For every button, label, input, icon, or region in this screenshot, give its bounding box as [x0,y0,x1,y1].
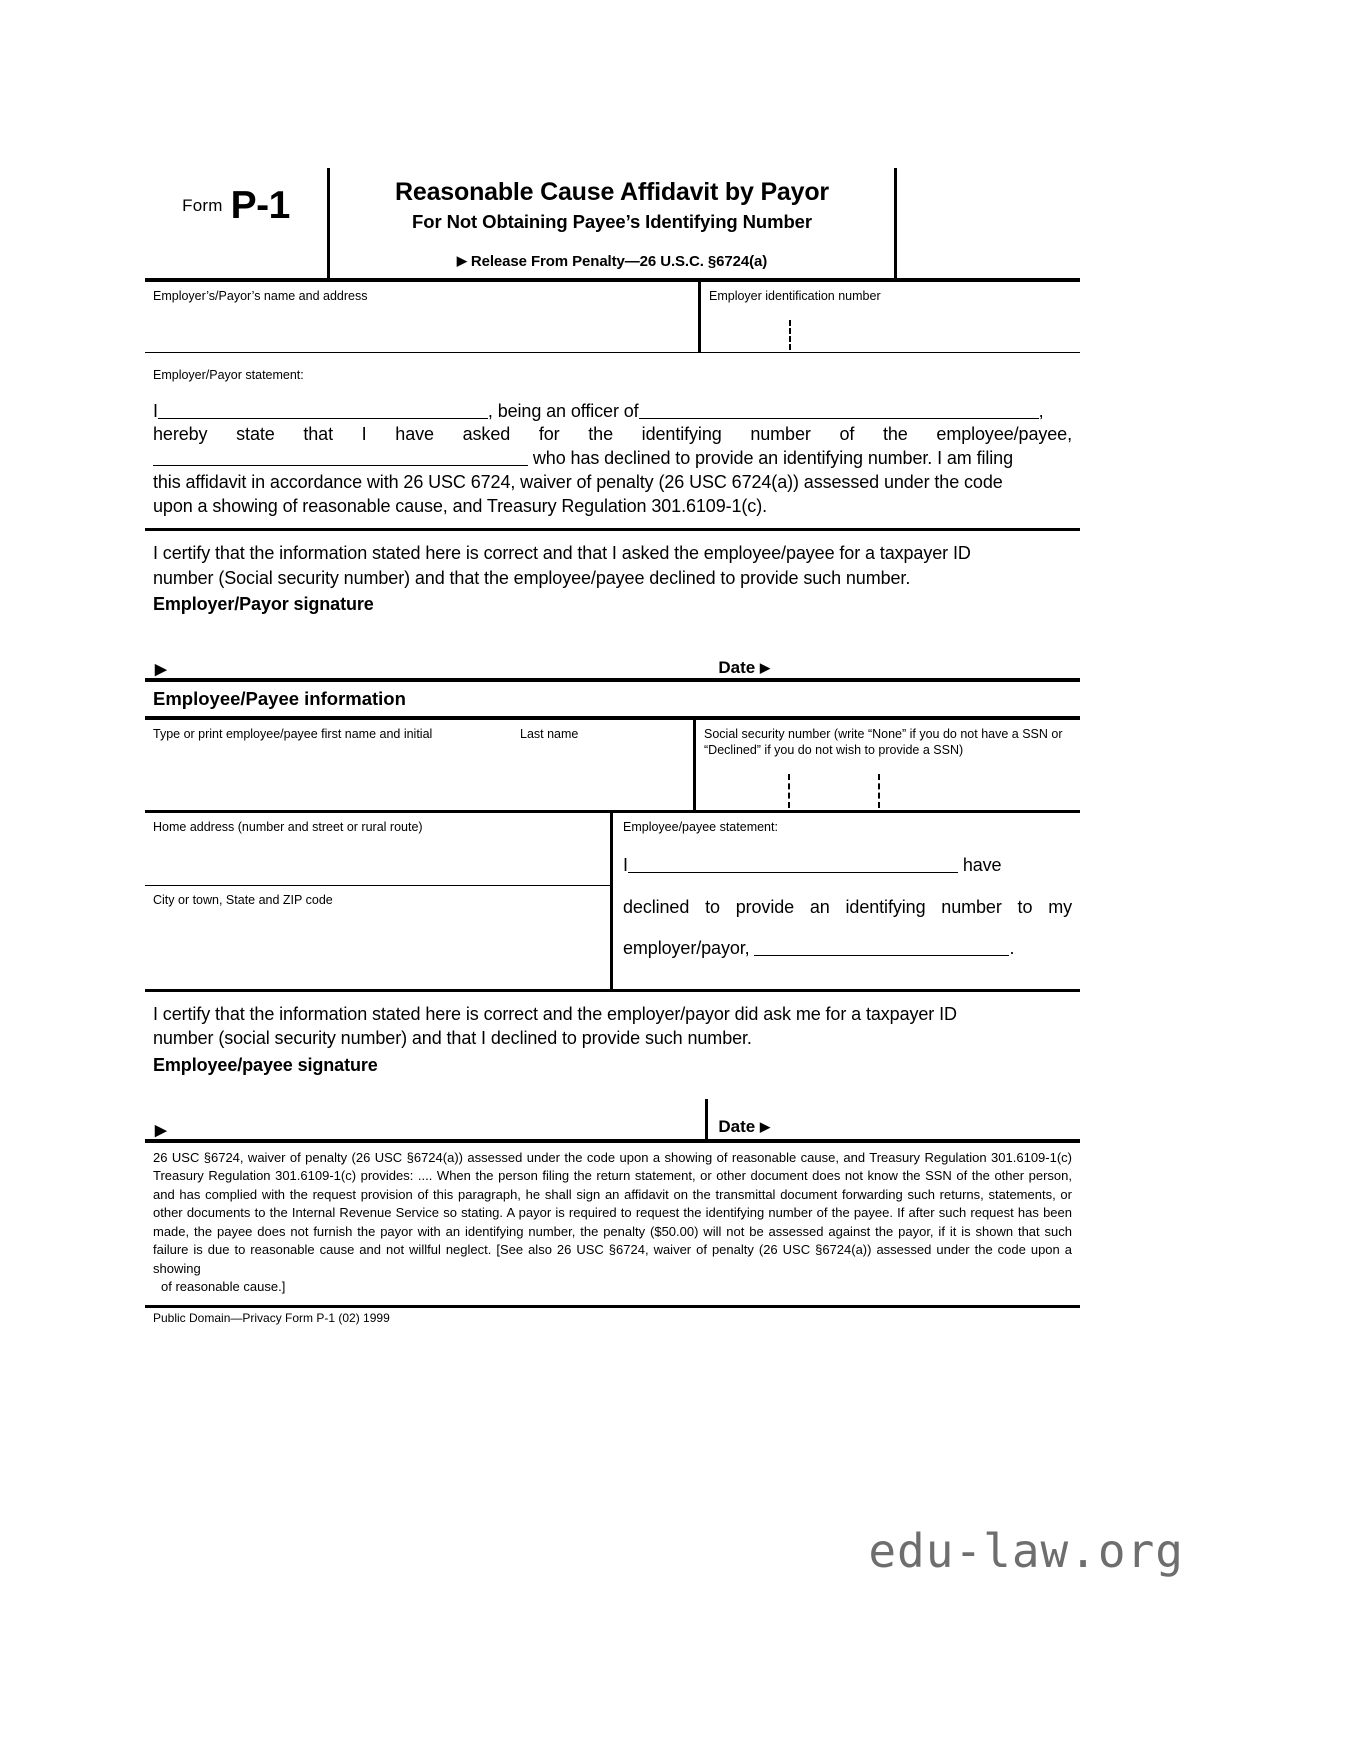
employer-statement-text [153,400,1072,519]
employee-ssn-field[interactable] [693,720,1080,810]
employer-signature-date-field[interactable] [718,658,1080,678]
employer-statement-line-3 [153,447,1072,471]
employee-statement-line-2: declined to provide an identifying number to my [623,896,1072,917]
employee-name-blank[interactable] [628,872,958,873]
employee-date-arrow-icon: ▶ [760,1119,770,1135]
footnote-last-line: of reasonable cause.] [161,1279,286,1295]
employer-signature-label: Employer/Payor signature [153,593,374,614]
employee-statement-line1-prefix: I [623,854,628,875]
form-release-line [330,253,894,270]
employee-section-heading: Employee/Payee information [153,688,406,710]
employee-city-state-zip-label: City or town, State and ZIP code [153,893,333,908]
employer-ein-label: Employer identification number [709,289,881,303]
employee-statement-heading: Employee/payee statement: [623,820,778,835]
employer-identity-row [145,282,1080,352]
form-identifier [145,160,327,274]
employee-city-state-zip-field[interactable] [145,885,610,963]
employee-payee-name-blank[interactable] [153,465,528,466]
employee-statement-line-1 [623,854,1072,878]
employer-certify-line-1: I certify that the information stated here is correct and that I asked the employee/payee for a taxpayer ID [153,543,971,564]
form-header [145,160,1080,278]
employee-first-name-field[interactable] [145,720,693,810]
employer-statement-line-1 [153,400,1072,424]
employer-statement-line-2: hereby state that I have asked for the identifying number of the employee/payee, [153,424,1072,445]
employee-ssn-label-line-1: Social security number (write “None” if you do not have a SSN or [704,727,1063,742]
employer-statement-line-4: this affidavit in accordance with 26 USC 6724, waiver of penalty (26 USC 6724(a)) assessed under the code [153,471,1003,492]
employee-statement-line3-prefix: employer/payor, [623,938,750,959]
form-number-label: P-1 [230,184,290,227]
employee-statement-line-3 [623,937,1072,961]
release-text: Release From Penalty—26 U.S.C. §6724(a) [470,253,768,270]
employee-certify-block [145,992,1080,1081]
employer-date-label: Date [718,658,756,678]
employee-name-row [145,720,1080,810]
employer-name-address-label: Employer’s/Payor’s name and address [153,289,368,303]
employer-date-arrow-icon: ▶ [760,660,770,676]
employee-statement-line1-suffix: have [962,854,1002,875]
form-subtitle: For Not Obtaining Payee’s Identifying Number [412,211,812,232]
employee-ssn-label [696,720,1080,758]
employee-home-address-field[interactable] [145,813,610,885]
employee-home-address-label: Home address (number and street or rural route) [153,820,423,835]
employer-payor-name-blank[interactable] [754,955,1009,956]
employer-certify-line-2: number (Social security number) and that the employee/payee declined to provide such number. [153,567,911,588]
employee-first-name-label: Type or print employee/payee first name and initial [153,727,433,742]
employee-certify-line-2: number (social security number) and that I declined to provide such number. [153,1028,752,1049]
footnote-block [145,1143,1080,1305]
employer-statement-heading: Employer/Payor statement: [153,368,304,382]
employee-signature-arrow-icon: ▶ [155,1122,167,1140]
employer-statement-line-5: upon a showing of reasonable cause, and Treasury Regulation 301.6109-1(c). [153,495,768,516]
employer-company-name-blank[interactable] [639,418,1039,419]
employer-signature-arrow-icon: ▶ [155,661,167,679]
employee-statement-block [610,813,1080,989]
form-word-label: Form [182,196,223,215]
employee-date-label: Date [718,1117,756,1137]
employee-address-column [145,813,610,989]
employer-name-address-field[interactable] [145,282,698,352]
employee-address-statement-row [145,813,1080,989]
employee-statement-line3-suffix: . [1009,938,1015,959]
header-right-pad [897,160,1080,274]
form-title-block [330,160,894,274]
employer-ein-field[interactable] [698,282,1080,352]
employer-statement-line3-text: who has declined to provide an identifying number. I am filing [532,448,1013,469]
employer-officer-name-blank[interactable] [158,418,488,419]
employer-statement-line1-prefix: I [153,400,158,421]
employee-date-divider [705,1099,708,1139]
employer-statement-block [145,353,1080,528]
employer-statement-line1-mid: , being an officer of [487,400,639,421]
employer-signature-row [145,620,1080,678]
employee-statement-text [623,854,1072,961]
ssn-separator-1-icon [788,774,790,808]
footnote-text: 26 USC §6724, waiver of penalty (26 USC §6724(a)) assessed under the code upon a showing of reasonable cause, and Treasury Regulation 301.6109-1(c) Treasury Regulation 301.6109-1(c) provides: .... When the person filing the return statement, or other document does not know the SSN of the other person, and has complied with the request provision of this paragraph, he shall sign an affidavit on the transmittal document forwarding such returns, statements, or other documents to the Internal Revenue Service so stating. A payor is required to request the identifying number of the payee. If after such request has been made, the payee does not furnish the payor with an identifying number, the penalty ($50.00) will not be assessed against the payor, if it is shown that such failure is due to reasonable cause and not willful neglect. [See also 26 USC §6724, waiver of penalty (26 USC §6724(a)) assessed under the code upon a showing [153,1150,1072,1276]
employee-signature-row [145,1081,1080,1139]
ssn-separator-2-icon [878,774,880,808]
employee-date-wrap [705,1081,1080,1139]
employee-last-name-label: Last name [520,727,579,742]
employee-signature-date-field[interactable] [718,1117,1080,1139]
employer-statement-line1-suffix: , [1038,400,1044,421]
form-body [145,160,1080,1325]
employee-signature-label: Employee/payee signature [153,1054,378,1075]
employee-ssn-label-line-2: “Declined” if you do not wish to provide a SSN) [704,742,964,757]
release-arrow-icon: ▶ [456,253,467,268]
site-watermark: edu-law.org [868,1524,1184,1578]
form-title: Reasonable Cause Affidavit by Payor [395,178,829,206]
employer-certify-block [145,531,1080,620]
public-domain-line: Public Domain—Privacy Form P-1 (02) 1999 [153,1310,390,1325]
employee-certify-line-1: I certify that the information stated here is correct and the employer/payor did ask me for a taxpayer ID [153,1004,957,1025]
ein-separator-icon [789,320,791,350]
